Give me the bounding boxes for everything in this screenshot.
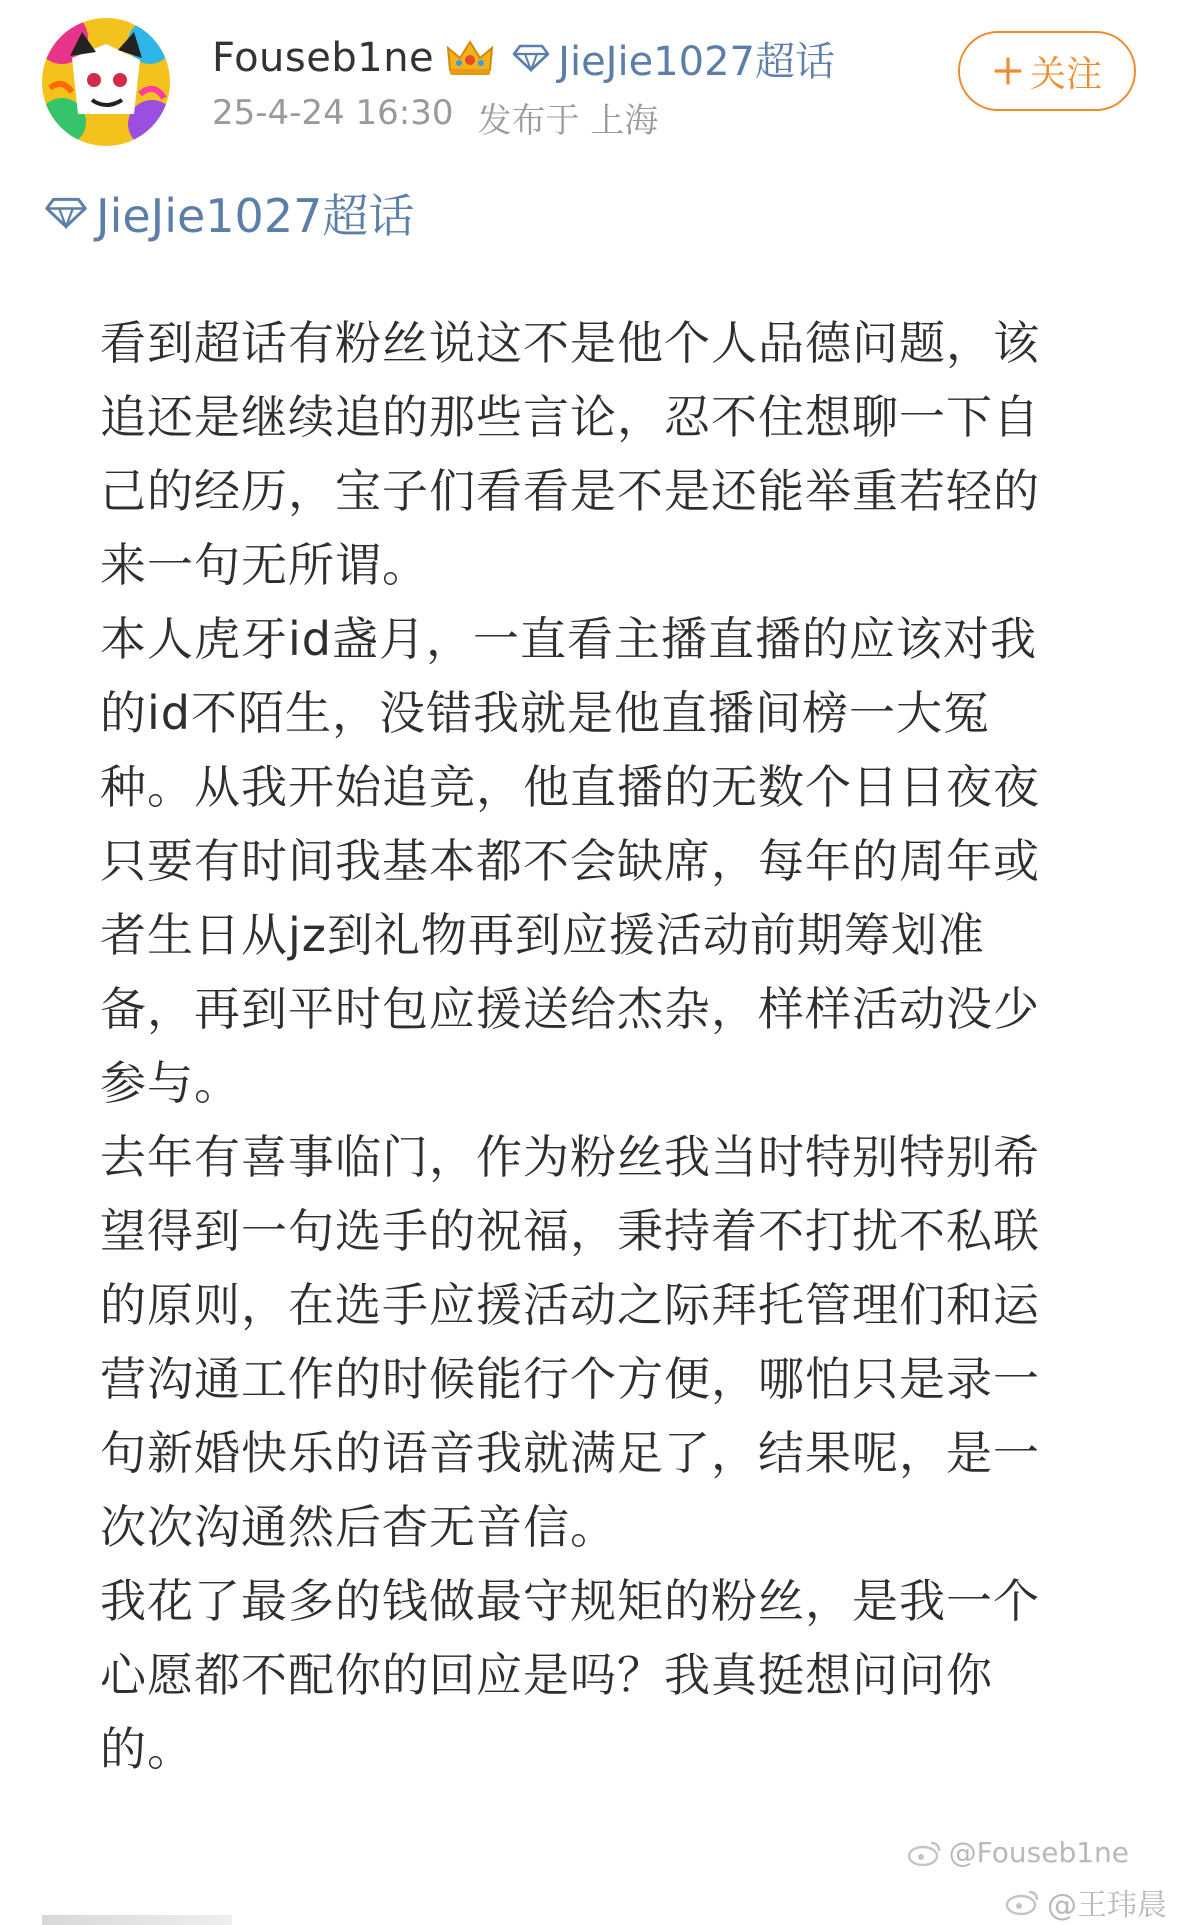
post-location: 发布于 上海 — [477, 101, 659, 141]
post-header — [0, 0, 1179, 150]
next-image-thumbnail[interactable] — [42, 1915, 232, 1925]
author-avatar[interactable] — [42, 18, 170, 146]
author-row — [212, 30, 835, 86]
post-body — [100, 306, 1060, 1786]
avatar-illustration — [42, 18, 170, 146]
weibo-logo-icon — [1005, 1888, 1041, 1916]
post-paragraph-1: 看到超话有粉丝说这不是他个人品德问题，该追还是继续追的那些言论，忍不住想聊一下自己的经历，宝子们看看是不是还能举重若轻的来一句无所谓。 — [100, 316, 1040, 592]
watermark-author — [907, 1836, 1129, 1869]
author-name[interactable]: Fouseb1ne — [212, 35, 435, 81]
watermark-reposter-text: @王玮晨 — [1047, 1888, 1167, 1923]
plus-icon — [992, 55, 1024, 87]
follow-button[interactable] — [958, 31, 1136, 111]
super-topic-link-inline[interactable] — [512, 30, 835, 87]
weibo-logo-icon — [907, 1839, 943, 1867]
post-meta — [212, 93, 658, 142]
post-paragraph-4: 我花了最多的钱做最守规矩的粉丝，是我一个心愿都不配你的回应是吗？我真挺想问问你的。 — [100, 1574, 1040, 1776]
post-timestamp: 25-4-24 16:30 — [212, 93, 454, 133]
super-topic-label: JieJie1027超话 — [96, 189, 415, 243]
super-topic-link[interactable] — [44, 180, 414, 246]
follow-label: 关注 — [1029, 53, 1102, 95]
post-paragraph-2: 本人虎牙id盏月，一直看主播直播的应该对我的id不陌生，没错我就是他直播间榜一大冤种。从我开始追竞，他直播的无数个日日夜夜只要有时间我基本都不会缺席，每年的周年或者生日从jz到礼物再到应援活动前期筹划准备，再到平时包应援送给杰杂，样样活动没少参与。 — [100, 612, 1040, 1110]
super-topic-inline-label: JieJie1027超话 — [558, 38, 835, 85]
watermark-author-text: @Fouseb1ne — [948, 1836, 1129, 1869]
watermark-reposter — [1005, 1880, 1167, 1924]
crown-badge-icon[interactable] — [444, 38, 496, 78]
post-paragraph-3: 去年有喜事临门，作为粉丝我当时特别特别希望得到一句选手的祝福，秉持着不打扰不私联的原则，在选手应援活动之际拜托管理们和运营沟通工作的时候能行个方便，哪怕只是录一句新婚快乐的语音我就满足了，结果呢，是一次次沟通然后杳无音信。 — [100, 1130, 1040, 1554]
diamond-icon — [44, 196, 88, 230]
diamond-icon — [512, 43, 550, 73]
